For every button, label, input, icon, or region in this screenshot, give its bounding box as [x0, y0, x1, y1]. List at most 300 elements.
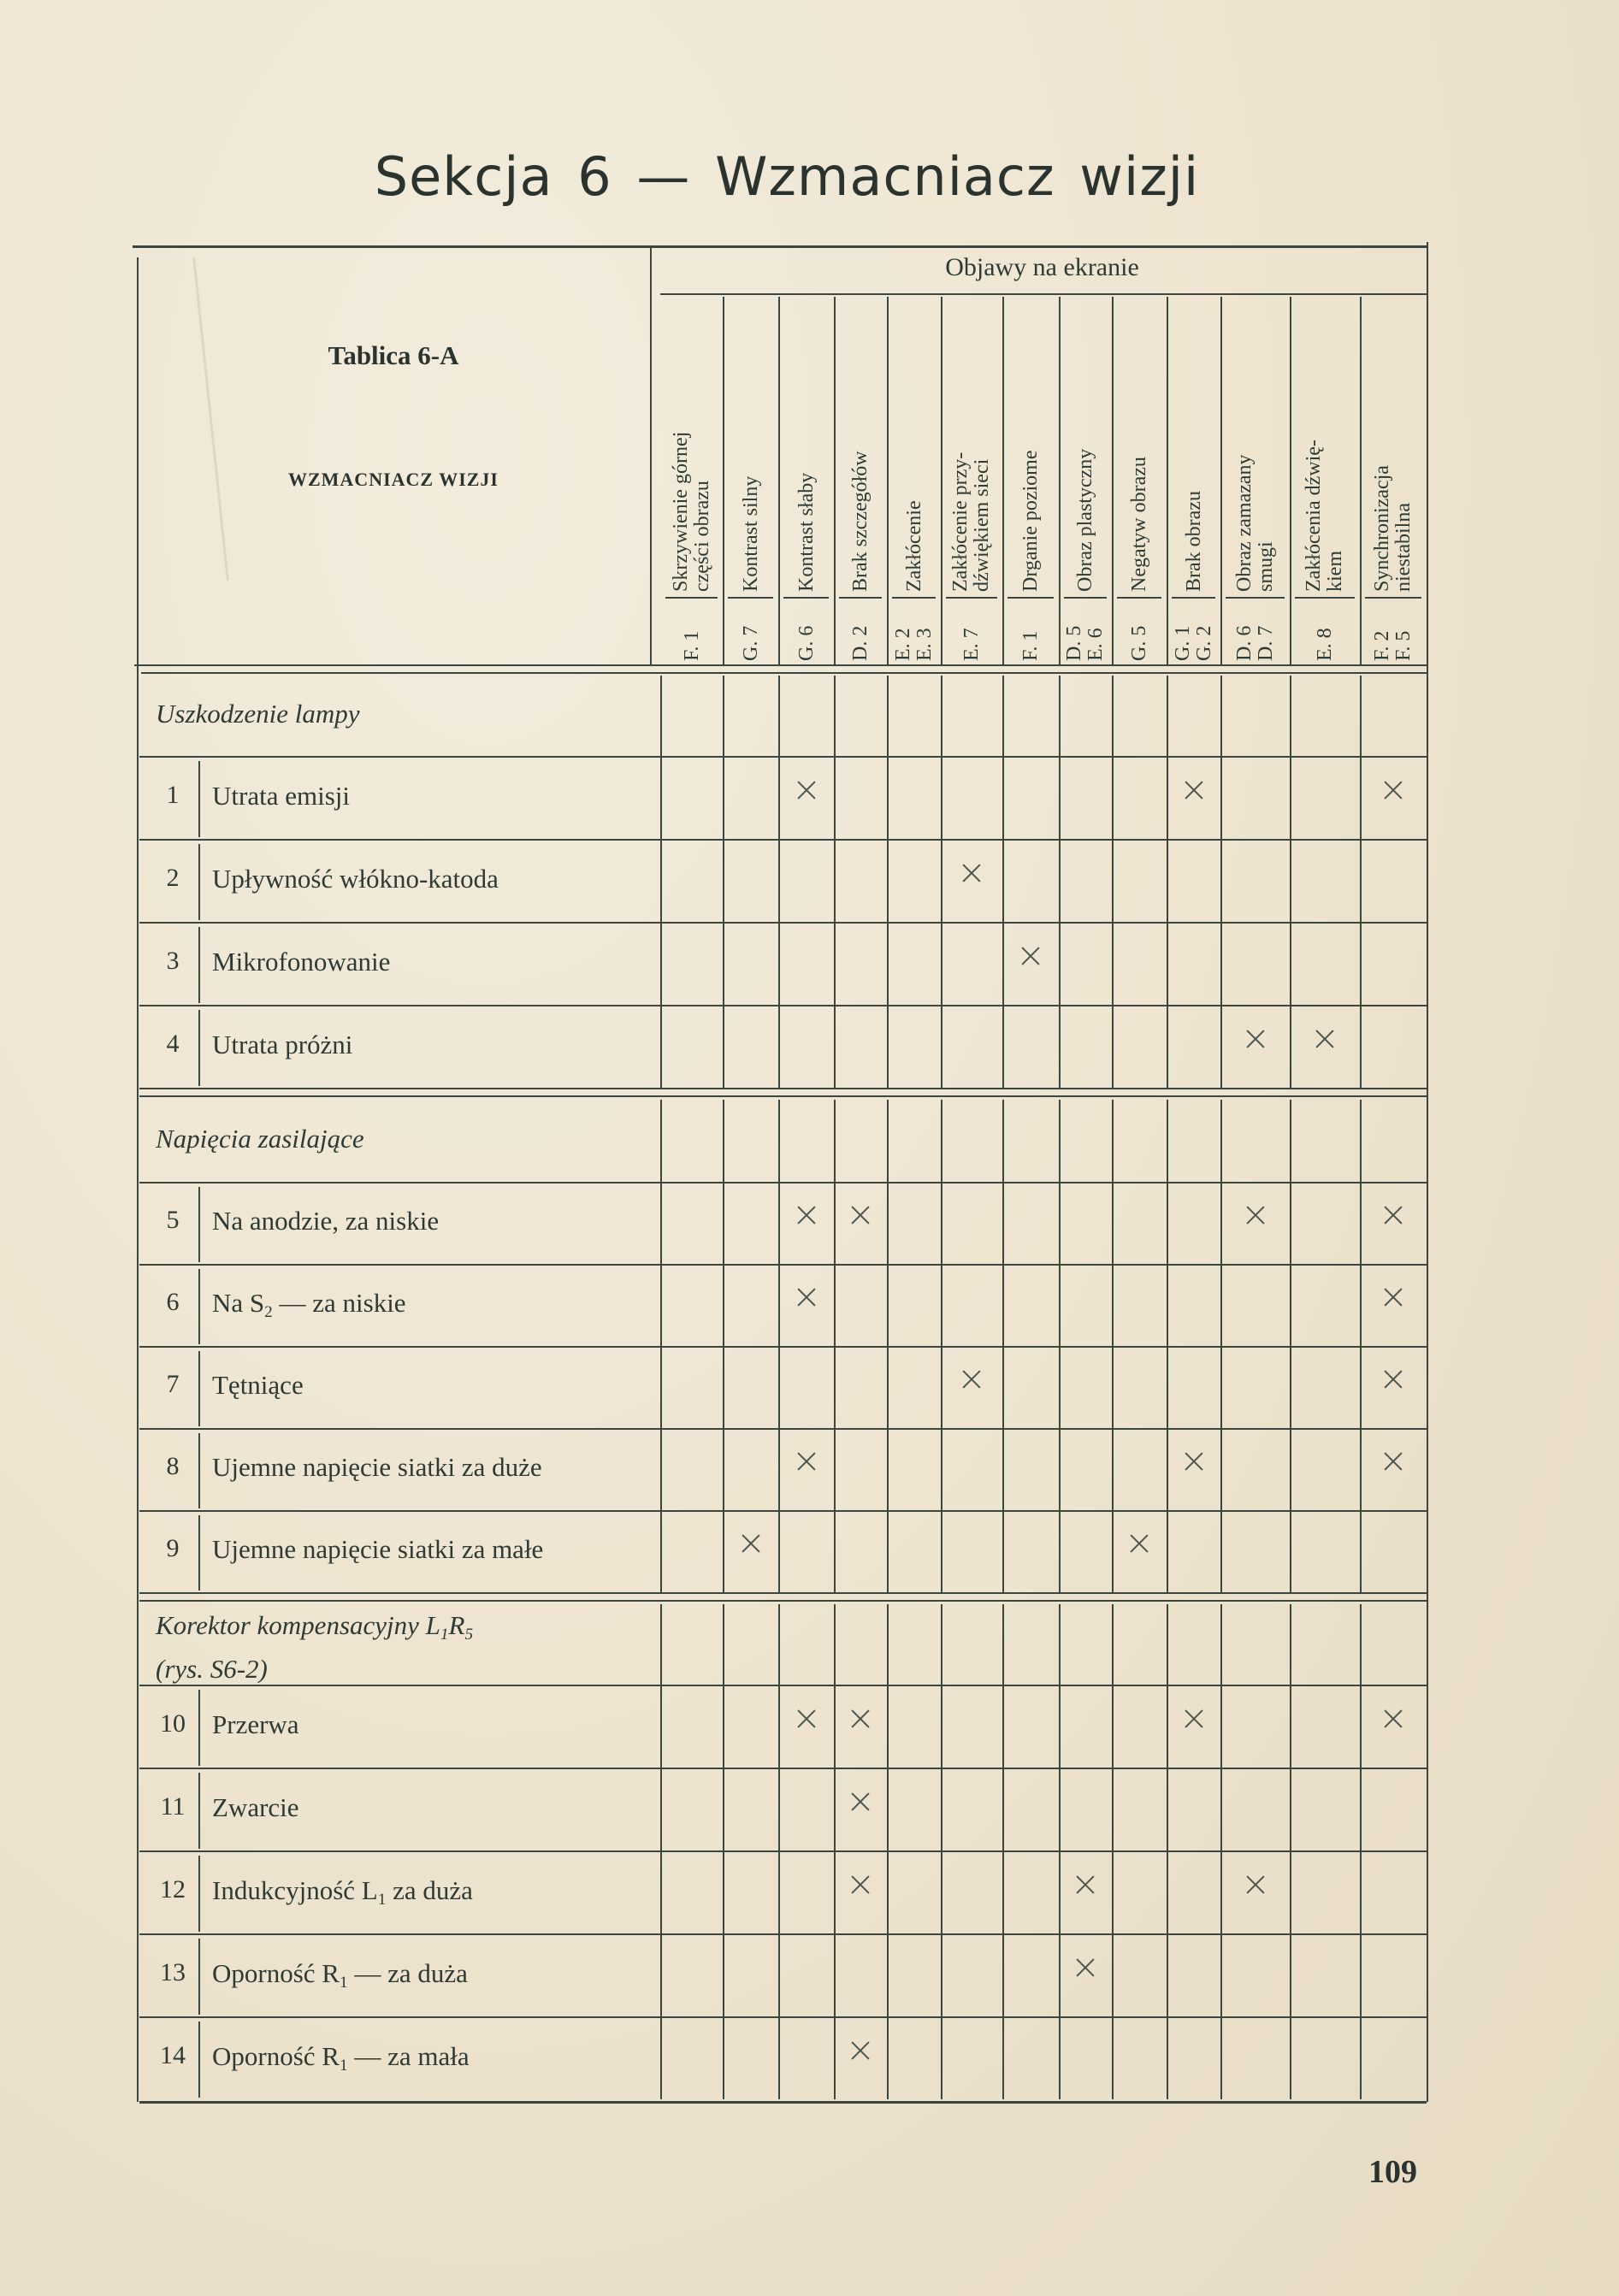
- column-divider: [1112, 922, 1114, 1005]
- column-header-4: [833, 292, 888, 592]
- row-number: 6: [166, 1288, 180, 1316]
- column-divider: [660, 1768, 662, 1850]
- column-divider: [887, 1685, 889, 1768]
- column-divider: [1059, 1685, 1061, 1768]
- column-code-1: [665, 599, 719, 661]
- column-divider: [1360, 1428, 1362, 1510]
- column-divider: [1167, 1182, 1168, 1264]
- row-number: 11: [160, 1791, 186, 1821]
- x-mark-icon: [851, 1206, 870, 1225]
- column-code-6: [944, 599, 999, 661]
- column-divider: [1059, 1428, 1061, 1510]
- column-divider: [660, 922, 662, 1005]
- x-mark-icon: [1021, 947, 1040, 965]
- row-number: 3: [166, 946, 180, 975]
- column-divider: [1167, 1685, 1168, 1768]
- code-separator: [1172, 597, 1215, 599]
- section-title: [156, 1122, 364, 1156]
- column-code: F. 5: [1392, 630, 1415, 661]
- column-divider: [941, 1005, 942, 1088]
- column-divider: [1112, 1346, 1114, 1428]
- column-divider: [887, 1264, 889, 1346]
- number-column-divider: [198, 1010, 200, 1086]
- column-divider: [1360, 839, 1362, 922]
- column-header-11: [1228, 292, 1283, 592]
- column-divider: [1360, 756, 1362, 839]
- row-label: Mikrofonowanie: [212, 946, 391, 977]
- column-divider: [1002, 756, 1004, 839]
- x-mark-icon: [1384, 781, 1403, 800]
- number-column-divider: [198, 1351, 200, 1426]
- column-header-label: Kontrast silny: [739, 475, 761, 592]
- code-separator: [665, 597, 718, 599]
- column-divider: [723, 1182, 724, 1264]
- column-divider: [778, 2016, 780, 2099]
- column-divider: [1290, 1005, 1291, 1088]
- column-divider: [778, 1510, 780, 1592]
- code-separator: [1365, 597, 1421, 599]
- column-divider: [723, 1428, 724, 1510]
- column-divider: [1220, 1850, 1222, 1933]
- column-divider: [660, 1604, 662, 1685]
- column-code-4: [833, 599, 888, 661]
- code-separator: [728, 597, 773, 599]
- column-divider: [1360, 1100, 1362, 1182]
- row-label: Na anodzie, za niskie: [212, 1206, 440, 1236]
- x-mark-icon: [1384, 1288, 1403, 1307]
- column-divider: [723, 1604, 724, 1685]
- column-divider: [723, 1100, 724, 1182]
- column-divider: [1290, 1182, 1291, 1264]
- row-number: 2: [166, 863, 180, 892]
- column-header-5: [887, 292, 942, 592]
- column-code: G. 5: [1127, 625, 1150, 661]
- column-divider: [1360, 1182, 1362, 1264]
- column-header-2: [724, 292, 778, 592]
- row-number: 8: [166, 1452, 180, 1480]
- column-divider: [1112, 1264, 1114, 1346]
- table-row: [137, 1005, 1427, 1088]
- table-row: [137, 1685, 1427, 1768]
- section-end-rule-2: [139, 1600, 1427, 1602]
- column-divider: [1059, 922, 1061, 1005]
- column-divider: [1290, 1100, 1291, 1182]
- column-divider: [1002, 1850, 1004, 1933]
- column-code: G. 2: [1192, 625, 1215, 661]
- column-header-1: [665, 292, 719, 592]
- row-label: Przerwa: [212, 1709, 299, 1739]
- column-divider: [1059, 1768, 1061, 1850]
- column-divider: [660, 1346, 662, 1428]
- column-divider: [1002, 1346, 1004, 1428]
- column-header-13: [1366, 292, 1421, 592]
- column-divider: [1002, 1005, 1004, 1088]
- column-divider: [660, 1100, 662, 1182]
- row-number: 5: [166, 1206, 180, 1234]
- column-divider: [1112, 1182, 1114, 1264]
- column-divider: [941, 2016, 942, 2099]
- x-mark-icon: [1315, 1030, 1334, 1048]
- column-header-9: [1112, 292, 1167, 592]
- column-divider: [660, 676, 662, 756]
- column-divider: [834, 1005, 836, 1088]
- column-divider: [941, 1685, 942, 1768]
- column-header-label: Zakłócenie: [902, 500, 925, 592]
- number-column-divider: [198, 1856, 200, 1932]
- row-number: 14: [160, 2040, 186, 2069]
- column-divider: [887, 839, 889, 922]
- column-divider: [941, 676, 942, 756]
- column-divider: [778, 1182, 780, 1264]
- column-divider: [941, 1604, 942, 1685]
- x-mark-icon: [1384, 1709, 1403, 1728]
- section-title-line: Uszkodzenie lampy: [156, 699, 360, 729]
- x-mark-icon: [797, 1452, 816, 1471]
- column-code: G. 7: [739, 625, 761, 661]
- column-divider: [887, 1604, 889, 1685]
- row-label: Utrata próżni: [212, 1029, 353, 1059]
- column-divider: [1167, 1428, 1168, 1510]
- x-mark-icon: [1076, 1958, 1095, 1977]
- column-divider: [887, 1005, 889, 1088]
- column-header-label: dźwiękiem sieci: [971, 458, 993, 592]
- column-divider: [1059, 839, 1061, 922]
- column-divider: [1167, 2016, 1168, 2099]
- column-divider: [887, 1182, 889, 1264]
- column-header-label: Zakłócenie przy-: [949, 452, 972, 592]
- column-divider: [1290, 2016, 1291, 2099]
- column-divider: [834, 1604, 836, 1685]
- column-divider: [834, 1933, 836, 2016]
- x-mark-icon: [962, 864, 981, 882]
- column-divider: [1167, 922, 1168, 1005]
- column-divider: [1220, 1005, 1222, 1088]
- column-divider: [941, 756, 942, 839]
- column-divider: [1112, 1768, 1114, 1850]
- column-divider: [887, 1768, 889, 1850]
- column-divider: [778, 1850, 780, 1933]
- x-mark-icon: [797, 1206, 816, 1225]
- column-divider: [834, 1428, 836, 1510]
- column-divider: [834, 1346, 836, 1428]
- symptoms-header: Objawy na ekranie: [945, 253, 1139, 281]
- column-divider: [723, 839, 724, 922]
- column-code: D. 5: [1063, 625, 1085, 661]
- table-row: [137, 1850, 1427, 1933]
- column-divider: [1290, 1850, 1291, 1933]
- number-column-divider: [198, 1433, 200, 1508]
- column-code-9: [1112, 599, 1167, 661]
- x-mark-icon: [797, 1709, 816, 1728]
- number-column-divider: [198, 761, 200, 837]
- column-divider: [1167, 676, 1168, 756]
- row-number: 1: [166, 780, 180, 809]
- column-divider: [1290, 1510, 1291, 1592]
- row-label: Na $S_2$ — za niskie: [212, 1288, 406, 1321]
- column-divider: [1059, 1850, 1061, 1933]
- column-code: E. 7: [960, 628, 983, 661]
- column-divider: [723, 1933, 724, 2016]
- column-divider: [1220, 1685, 1222, 1768]
- column-divider: [1220, 1510, 1222, 1592]
- section-title-line: (rys. S6-2): [156, 1653, 268, 1684]
- column-divider: [723, 676, 724, 756]
- code-separator: [1007, 597, 1054, 599]
- x-mark-icon: [1384, 1206, 1403, 1225]
- column-divider: [778, 1604, 780, 1685]
- column-header-7: [1003, 292, 1058, 592]
- column-header-label: Synchronizacja: [1371, 465, 1393, 592]
- x-mark-icon: [1130, 1534, 1149, 1553]
- row-number: 10: [160, 1709, 186, 1738]
- code-separator: [1117, 597, 1161, 599]
- table-row: [137, 1768, 1427, 1850]
- column-divider: [1112, 1005, 1114, 1088]
- column-divider: [778, 1685, 780, 1768]
- column-divider: [941, 1933, 942, 2016]
- section-end-rule: [139, 1088, 1427, 1089]
- column-divider: [1360, 922, 1362, 1005]
- row-number: 12: [160, 1874, 186, 1903]
- column-divider: [778, 1933, 780, 2016]
- column-divider: [1360, 2016, 1362, 2099]
- row-label: Indukcyjność $L_1$ za duża: [212, 1874, 473, 1909]
- column-divider: [1360, 1685, 1362, 1768]
- x-mark-icon: [851, 1709, 870, 1728]
- table-row: [137, 1510, 1427, 1592]
- x-mark-icon: [1185, 781, 1203, 800]
- column-header-label: smugi: [1254, 541, 1277, 592]
- column-divider: [941, 297, 942, 664]
- column-divider: [1002, 676, 1004, 756]
- column-divider: [778, 1005, 780, 1088]
- column-divider: [1112, 1604, 1114, 1685]
- column-divider: [1290, 1768, 1291, 1850]
- column-divider: [660, 1264, 662, 1346]
- x-mark-icon: [1185, 1709, 1203, 1728]
- column-header-3: [779, 292, 834, 592]
- x-mark-icon: [1185, 1452, 1203, 1471]
- column-divider: [1360, 1005, 1362, 1088]
- column-divider: [1002, 2016, 1004, 2099]
- column-divider: [660, 1428, 662, 1510]
- code-separator: [1064, 597, 1107, 599]
- column-code: G. 1: [1171, 625, 1194, 661]
- column-divider: [1167, 1768, 1168, 1850]
- column-code-12: [1297, 599, 1352, 661]
- column-divider: [834, 1850, 836, 1933]
- column-code-2: [724, 599, 778, 661]
- column-divider: [1220, 1182, 1222, 1264]
- column-divider: [723, 1768, 724, 1850]
- table-row: [137, 922, 1427, 1005]
- table-row: [137, 1428, 1427, 1510]
- column-divider: [778, 676, 780, 756]
- x-mark-icon: [851, 2041, 870, 2060]
- row-label: Tętniące: [212, 1370, 304, 1400]
- column-divider: [1220, 1768, 1222, 1850]
- section-title-line: Korektor kompensacyjny $L_1R_5$: [156, 1610, 474, 1644]
- column-divider: [887, 676, 889, 756]
- column-divider: [1360, 297, 1362, 664]
- column-divider: [1112, 756, 1114, 839]
- x-mark-icon: [1246, 1030, 1265, 1048]
- column-divider: [1059, 1510, 1061, 1592]
- code-separator: [946, 597, 997, 599]
- column-divider: [1290, 1933, 1291, 2016]
- column-divider: [778, 1346, 780, 1428]
- column-divider: [1220, 297, 1222, 664]
- column-divider: [941, 922, 942, 1005]
- column-code: F. 2: [1371, 630, 1393, 661]
- column-header-label: Drganie poziome: [1019, 450, 1042, 592]
- page-title: Sekcja 6 — Wzmacniacz wizji: [374, 145, 1200, 208]
- column-divider: [1167, 1933, 1168, 2016]
- column-divider: [1002, 922, 1004, 1005]
- column-divider: [1360, 1264, 1362, 1346]
- column-header-10: [1167, 292, 1221, 592]
- column-divider: [1290, 676, 1291, 756]
- column-divider: [1360, 1604, 1362, 1685]
- column-divider: [941, 1850, 942, 1933]
- column-code-7: [1003, 599, 1058, 661]
- column-divider: [941, 839, 942, 922]
- column-divider: [1167, 1604, 1168, 1685]
- column-header-label: Kontrast słaby: [795, 472, 817, 592]
- column-code: E. 3: [913, 628, 936, 661]
- column-divider: [1167, 1005, 1168, 1088]
- column-divider: [1290, 922, 1291, 1005]
- x-mark-icon: [1246, 1206, 1265, 1225]
- column-divider: [1290, 1264, 1291, 1346]
- table-bottom-rule: [139, 2101, 1427, 2104]
- column-divider: [1059, 1005, 1061, 1088]
- column-divider: [887, 1428, 889, 1510]
- column-divider: [1112, 1100, 1114, 1182]
- column-code: D. 2: [848, 625, 872, 661]
- column-divider: [1220, 1346, 1222, 1428]
- column-header-label: Negatyw obrazu: [1127, 457, 1150, 592]
- column-divider: [1290, 1604, 1291, 1685]
- column-divider: [834, 2016, 836, 2099]
- column-code: E. 6: [1084, 628, 1107, 661]
- column-divider: [834, 756, 836, 839]
- column-header-label: Zakłócenia dźwię-: [1303, 440, 1325, 592]
- section-end-rule-2: [139, 1095, 1427, 1097]
- column-divider: [1167, 1264, 1168, 1346]
- column-divider: [1360, 1850, 1362, 1933]
- table-right-border: [1427, 242, 1428, 2102]
- column-divider: [834, 839, 836, 922]
- column-divider: [1220, 756, 1222, 839]
- column-divider: [660, 2016, 662, 2099]
- page-number: 109: [1368, 2154, 1417, 2190]
- column-divider: [723, 922, 724, 1005]
- column-code-3: [779, 599, 834, 661]
- code-separator: [892, 597, 936, 599]
- column-divider: [1167, 756, 1168, 839]
- column-divider: [723, 1264, 724, 1346]
- column-header-label: części obrazu: [690, 481, 713, 592]
- column-divider: [1220, 676, 1222, 756]
- column-code: E. 8: [1313, 628, 1336, 661]
- column-divider: [1002, 1933, 1004, 2016]
- x-mark-icon: [1384, 1452, 1403, 1471]
- column-divider: [1059, 676, 1061, 756]
- section-title: [156, 1608, 473, 1686]
- column-code-10: [1167, 599, 1221, 661]
- column-divider: [723, 1510, 724, 1592]
- number-column-divider: [198, 1187, 200, 1262]
- column-divider: [660, 756, 662, 839]
- column-code: D. 6: [1232, 625, 1256, 661]
- code-separator: [839, 597, 882, 599]
- column-divider: [1220, 1264, 1222, 1346]
- column-header-label: Brak szczegółów: [848, 451, 872, 592]
- column-divider: [834, 1768, 836, 1850]
- column-divider: [660, 1850, 662, 1933]
- column-divider: [887, 756, 889, 839]
- row-label: Ujemne napięcie siatki za duże: [212, 1452, 542, 1482]
- column-divider: [1112, 1850, 1114, 1933]
- column-divider: [1290, 1685, 1291, 1768]
- number-column-divider: [198, 927, 200, 1003]
- column-divider: [834, 1685, 836, 1768]
- column-header-label: niestabilna: [1392, 503, 1415, 592]
- column-divider: [834, 676, 836, 756]
- column-divider: [1220, 1604, 1222, 1685]
- column-divider: [660, 839, 662, 922]
- column-divider: [723, 1005, 724, 1088]
- column-divider: [1167, 1346, 1168, 1428]
- column-divider: [1360, 1346, 1362, 1428]
- column-code-5: [887, 599, 942, 661]
- column-divider: [1059, 1182, 1061, 1264]
- column-divider: [1002, 1604, 1004, 1685]
- x-mark-icon: [1076, 1875, 1095, 1894]
- column-divider: [887, 2016, 889, 2099]
- column-divider: [1112, 1510, 1114, 1592]
- code-separator: [1226, 597, 1285, 599]
- column-divider: [1360, 1768, 1362, 1850]
- column-divider: [1059, 1933, 1061, 2016]
- column-divider: [1059, 1346, 1061, 1428]
- column-divider: [778, 1264, 780, 1346]
- column-divider: [887, 1100, 889, 1182]
- column-divider: [778, 1428, 780, 1510]
- row-label: Oporność $R_1$ — za duża: [212, 1957, 468, 1992]
- column-divider: [941, 1428, 942, 1510]
- column-header-label: Skrzywienie górnej: [669, 431, 692, 592]
- column-divider: [1059, 756, 1061, 839]
- column-divider: [1059, 2016, 1061, 2099]
- column-divider: [1290, 839, 1291, 922]
- column-code-13: [1366, 599, 1421, 661]
- column-divider: [778, 1768, 780, 1850]
- row-label: Oporność $R_1$ — za mała: [212, 2040, 470, 2075]
- x-mark-icon: [851, 1875, 870, 1894]
- x-mark-icon: [1246, 1875, 1265, 1894]
- column-divider: [778, 839, 780, 922]
- table-caption-subtitle: WZMACNIACZ WIZJI: [287, 469, 499, 490]
- column-divider: [941, 1346, 942, 1428]
- number-column-divider: [198, 1690, 200, 1766]
- x-mark-icon: [962, 1370, 981, 1389]
- table-row: [137, 1264, 1427, 1346]
- column-divider: [1002, 1685, 1004, 1768]
- column-divider: [1002, 1182, 1004, 1264]
- column-header-label: Brak obrazu: [1182, 491, 1204, 592]
